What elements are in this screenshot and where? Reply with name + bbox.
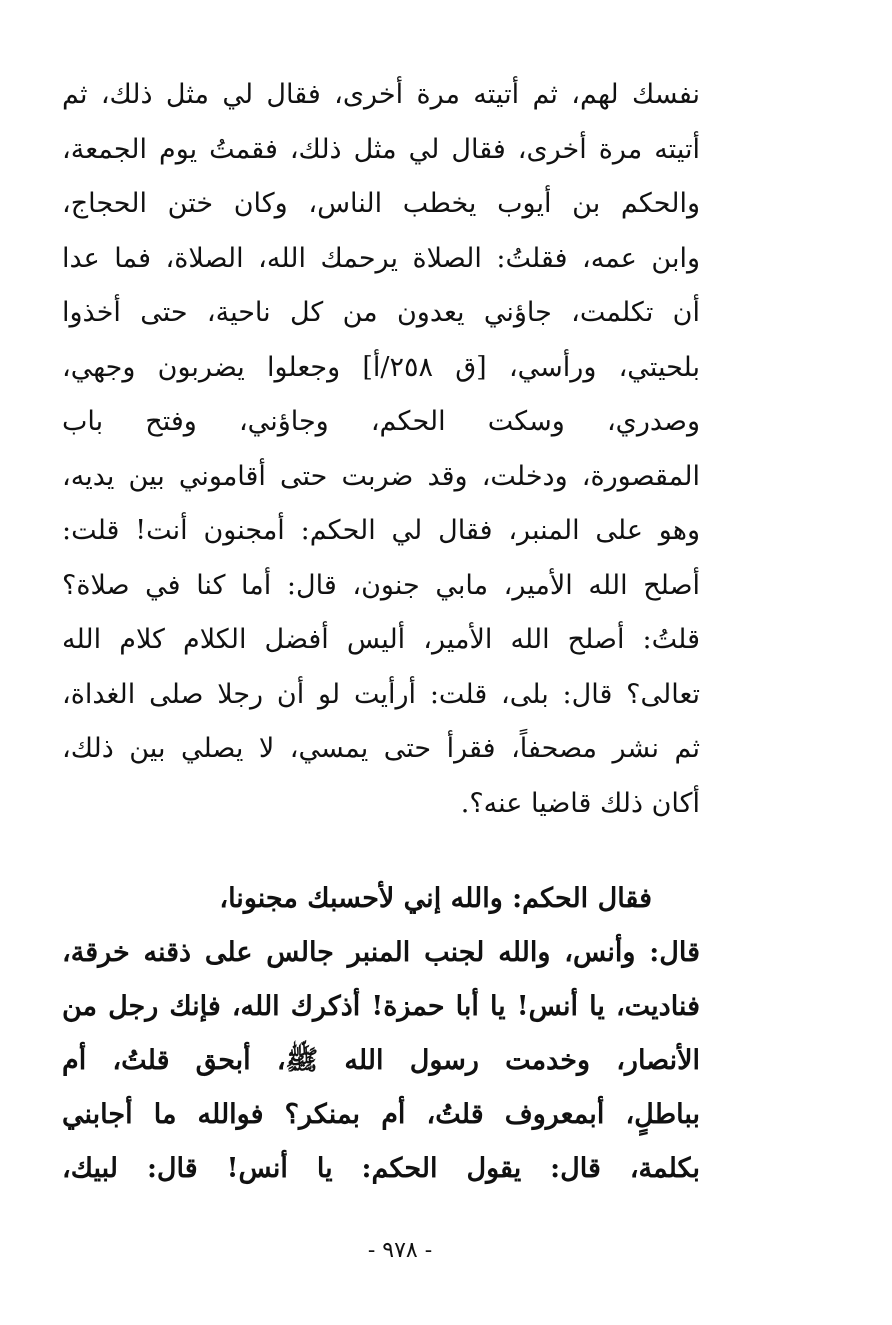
text-line: والحكم بن أيوب يخطب الناس، وكان ختن الحجاج، bbox=[62, 188, 700, 219]
page-number: - ٩٧٨ - bbox=[367, 1238, 433, 1263]
text-line: المقصورة، ودخلت، وقد ضربت حتى أقاموني بين يديه، bbox=[62, 460, 700, 492]
text-line: بباطلٍ، أبمعروف قلتُ، أم بمنكر؟ فوالله ما أجابني bbox=[62, 1099, 700, 1130]
text-line: أصلح الله الأمير، مابي جنون، قال: أما كنا في صلاة؟ bbox=[62, 569, 700, 601]
text-line: أن تكلمت، جاؤني يعدون من كل ناحية، حتى أخذوا bbox=[62, 297, 700, 328]
text-line: الأنصار، وخدمت رسول الله ﷺ، أبحق قلتُ، أم bbox=[62, 1045, 700, 1076]
text-line: وابن عمه، فقلتُ: الصلاة يرحمك الله، الصلاة، فما عدا bbox=[62, 242, 700, 274]
text-line: وصدري، وسكت الحكم، وجاؤني، وفتح باب bbox=[62, 406, 700, 437]
text-line: أتيته مرة أخرى، فقال لي مثل ذلك، فقمتُ يوم الجمعة، bbox=[62, 133, 700, 165]
paragraph-2 bbox=[62, 872, 700, 1196]
text-line: بكلمة، قال: يقول الحكم: يا أنس! قال: لبيك، bbox=[62, 1153, 700, 1184]
text-line: قال: وأنس، والله لجنب المنبر جالس على ذقنه خرقة، bbox=[62, 937, 700, 968]
text-line: ثم نشر مصحفاً، فقرأ حتى يمسي، لا يصلي بين ذلك، bbox=[62, 733, 700, 764]
text-line: فناديت، يا أنس! يا أبا حمزة! أذكرك الله، فإنك رجل من bbox=[62, 991, 700, 1022]
text-line: فقال الحكم: والله إني لأحسبك مجنونا، bbox=[219, 883, 652, 914]
text-line: تعالى؟ قال: بلى، قلت: أرأيت لو أن رجلا صلى الغداة، bbox=[62, 678, 700, 710]
text-line: وهو على المنبر، فقال لي الحكم: أمجنون أنت! قلت: bbox=[62, 515, 700, 546]
text-line: نفسك لهم، ثم أتيته مرة أخرى، فقال لي مثل ذلك، ثم bbox=[62, 79, 700, 110]
text-line: قلتُ: أصلح الله الأمير، أليس أفضل الكلام كلام الله bbox=[62, 624, 700, 655]
text-line: بلحيتي، ورأسي، [ق ٢٥٨/أ] وجعلوا يضربون وجهي، bbox=[62, 351, 700, 383]
text-line: أكان ذلك قاضيا عنه؟. bbox=[460, 787, 700, 819]
paragraph-1 bbox=[62, 68, 700, 831]
